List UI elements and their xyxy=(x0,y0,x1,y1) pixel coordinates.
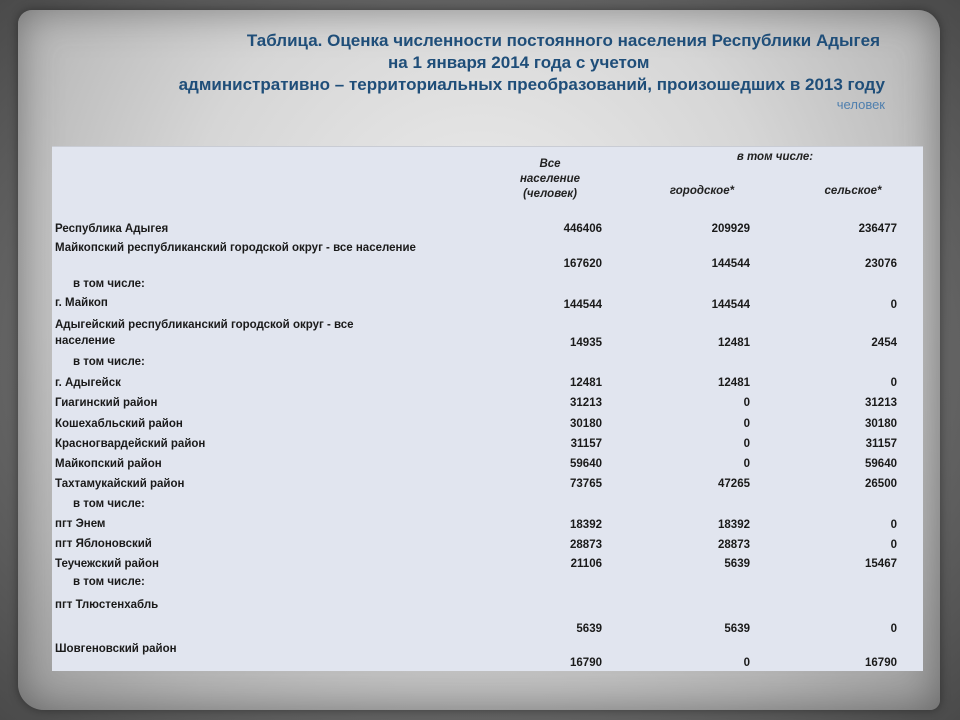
title-line-2: на 1 января 2014 года с учетом xyxy=(388,53,650,72)
row-rural: 26500 xyxy=(865,478,897,490)
table-row xyxy=(52,516,923,536)
header-total: Все население (человек) xyxy=(519,158,581,200)
row-name: в том числе: xyxy=(73,356,145,368)
row-name: Шовгеновский район xyxy=(55,643,177,655)
row-total: 5639 xyxy=(576,623,602,635)
table-row xyxy=(52,317,923,353)
table-row xyxy=(52,295,923,319)
population-table xyxy=(52,146,923,671)
row-total: 167620 xyxy=(563,258,602,270)
header-rural: сельское* xyxy=(824,185,882,197)
row-rural: 0 xyxy=(890,377,897,389)
row-total: 12481 xyxy=(570,377,602,389)
row-total: 16790 xyxy=(570,657,602,669)
row-name: Майкопский республиканский городской округ - все население xyxy=(55,242,416,254)
row-name: Адыгейский республиканский городской округ - все население xyxy=(55,319,354,347)
row-rural: 0 xyxy=(890,299,897,311)
table-row xyxy=(52,375,923,395)
row-rural: 30180 xyxy=(865,418,897,430)
table-row xyxy=(52,574,923,592)
row-rural: 59640 xyxy=(865,458,897,470)
header-including: в том числе: xyxy=(736,151,814,163)
title-line-1: Таблица. Оценка численности постоянного населения Республики Адыгея xyxy=(246,31,880,50)
row-rural: 0 xyxy=(890,519,897,531)
row-urban: 18392 xyxy=(718,519,750,531)
row-urban: 144544 xyxy=(711,258,750,270)
row-total: 144544 xyxy=(563,299,602,311)
row-urban: 12481 xyxy=(718,337,750,349)
table-row xyxy=(52,276,923,294)
row-name: Теучежский район xyxy=(55,558,159,570)
title-line-3: административно – территориальных преобразований, произошедших в 2013 году xyxy=(178,75,885,94)
row-name: пгт Яблоновский xyxy=(55,538,152,550)
row-urban: 0 xyxy=(743,397,750,409)
table-row xyxy=(52,240,923,276)
table-row xyxy=(52,597,923,641)
row-rural: 31213 xyxy=(865,397,897,409)
row-total: 59640 xyxy=(570,458,602,470)
header-urban: городское* xyxy=(669,185,735,197)
row-total: 31213 xyxy=(570,397,602,409)
table-row xyxy=(52,476,923,496)
row-urban: 12481 xyxy=(718,377,750,389)
table-row xyxy=(52,556,923,576)
row-urban: 5639 xyxy=(724,623,750,635)
row-urban: 144544 xyxy=(711,299,750,311)
row-urban: 0 xyxy=(743,458,750,470)
table-row xyxy=(52,456,923,476)
row-name: в том числе: xyxy=(73,576,145,588)
row-rural: 16790 xyxy=(865,657,897,669)
row-rural: 23076 xyxy=(865,258,897,270)
row-total: 14935 xyxy=(570,337,602,349)
row-name: пгт Энем xyxy=(55,518,106,530)
table-row xyxy=(52,354,923,372)
row-urban: 5639 xyxy=(724,558,750,570)
row-rural: 236477 xyxy=(858,223,897,235)
row-urban: 47265 xyxy=(718,478,750,490)
row-name: Республика Адыгея xyxy=(55,223,169,235)
page-title xyxy=(80,30,890,96)
table-row xyxy=(52,416,923,436)
row-urban: 28873 xyxy=(718,539,750,551)
table-row xyxy=(52,221,923,241)
row-rural: 0 xyxy=(890,539,897,551)
row-rural: 0 xyxy=(890,623,897,635)
row-name: Гиагинский район xyxy=(55,397,158,409)
row-total: 30180 xyxy=(570,418,602,430)
row-name: г. Адыгейск xyxy=(55,377,121,389)
row-total: 31157 xyxy=(570,438,602,450)
row-total: 446406 xyxy=(563,223,602,235)
row-name: Кошехабльский район xyxy=(55,418,183,430)
row-total: 21106 xyxy=(570,558,602,570)
row-total: 28873 xyxy=(570,539,602,551)
row-urban: 0 xyxy=(743,418,750,430)
row-name: Красногвардейский район xyxy=(55,438,206,450)
row-urban: 0 xyxy=(743,438,750,450)
row-urban: 0 xyxy=(743,657,750,669)
table-row xyxy=(52,496,923,514)
row-name: Майкопский район xyxy=(55,458,162,470)
table-row xyxy=(52,436,923,456)
row-name: г. Майкоп xyxy=(55,297,108,309)
row-name: в том числе: xyxy=(73,498,145,510)
row-name: пгт Тлюстенхабль xyxy=(55,599,159,611)
row-rural: 15467 xyxy=(865,558,897,570)
row-total: 18392 xyxy=(570,519,602,531)
row-name: Тахтамукайский район xyxy=(55,478,185,490)
row-name: в том числе: xyxy=(73,278,145,290)
row-total: 73765 xyxy=(570,478,602,490)
units-label: человек xyxy=(836,97,885,112)
table-row xyxy=(52,536,923,556)
row-rural: 31157 xyxy=(865,438,897,450)
table-row xyxy=(52,641,923,671)
row-urban: 209929 xyxy=(711,223,750,235)
row-rural: 2454 xyxy=(871,337,897,349)
table-row xyxy=(52,395,923,415)
